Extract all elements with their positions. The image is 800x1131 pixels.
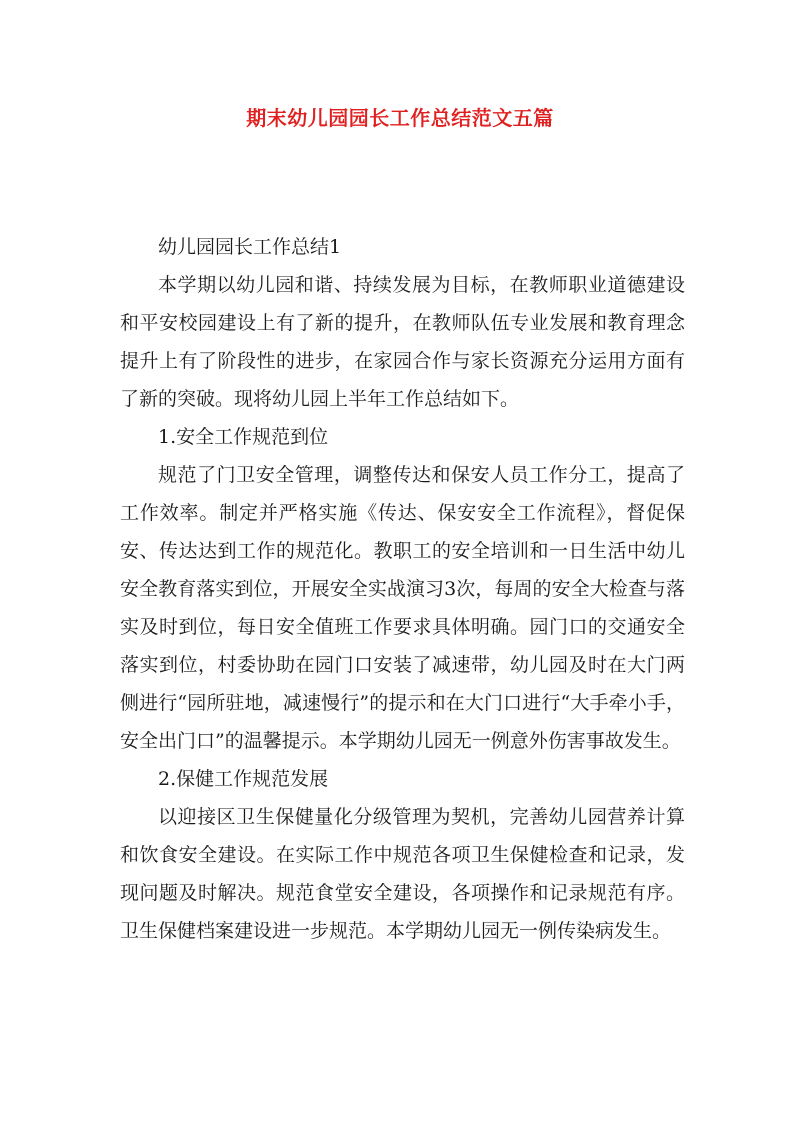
document-title: 期末幼儿园园长工作总结范文五篇	[246, 106, 554, 130]
section-heading: 幼儿园园长工作总结1	[158, 236, 342, 258]
document-body	[120, 228, 685, 950]
item2-paragraph: 以迎接区卫生保健量化分级管理为契机，完善幼儿园营养计算和饮食安全建设。在实际工作中规范各项卫生保健检查和记录，发现问题及时解决。规范食堂安全建设，各项操作和记录规范有序。卫生保健档案建设进一步规范。本学期幼儿园无一例传染病发生。	[120, 806, 685, 942]
item1-heading: 1.安全工作规范到位	[158, 426, 329, 448]
item1-paragraph: 规范了门卫安全管理，调整传达和保安人员工作分工，提高了工作效率。制定并严格实施《传达、保安安全工作流程》，督促保安、传达达到工作的规范化。教职工的安全培训和一日生活中幼儿安全教育落实到位，开展安全实战演习3次，每周的安全大检查与落实及时到位，每日安全值班工作要求具体明确。园门口的交通安全落实到位，村委协助在园门口安装了减速带，幼儿园及时在大门两侧进行“园所驻地，减速慢行”的提示和在大门口进行“大手牵小手，安全出门口”的温馨提示。本学期幼儿园无一例意外伤害事故发生。	[120, 464, 685, 752]
intro-paragraph: 本学期以幼儿园和谐、持续发展为目标，在教师职业道德建设和平安校园建设上有了新的提升，在教师队伍专业发展和教育理念提升上有了阶段性的进步，在家园合作与家长资源充分运用方面有了新的突破。现将幼儿园上半年工作总结如下。	[120, 274, 685, 410]
item2-heading: 2.保健工作规范发展	[158, 768, 329, 790]
